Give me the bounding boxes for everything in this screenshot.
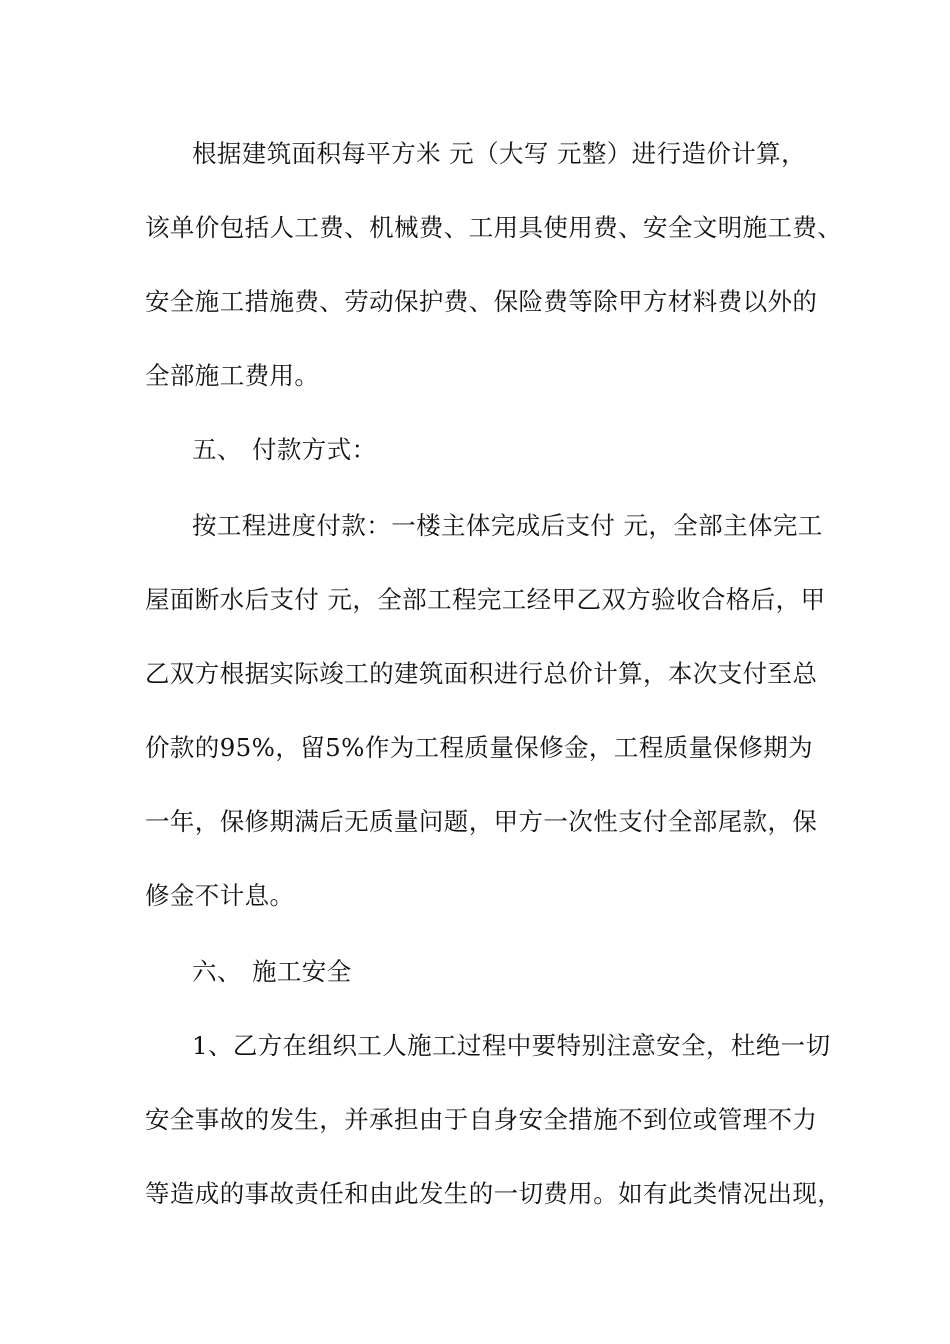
paragraph-line [0, 1026, 950, 1066]
paragraph-line [0, 802, 950, 842]
line-text: 该单价包括人工费、机械费、工用具使用费、安全文明施工费、 [145, 213, 843, 242]
section-title: 付款方式： [252, 435, 377, 464]
paragraph-line [0, 728, 950, 768]
paragraph-line [0, 506, 950, 546]
line-text: 乙双方根据实际竣工的建筑面积进行总价计算，本次支付至总 [145, 659, 818, 688]
paragraph-line [0, 208, 950, 248]
paragraph-line [0, 356, 950, 396]
paragraph-line [0, 282, 950, 322]
line-text: 等造成的事故责任和由此发生的一切费用。如有此类情况出现， [145, 1179, 843, 1208]
line-text: 按工程进度付款：一楼主体完成后支付 元，全部主体完工 [192, 511, 823, 540]
paragraph-line [0, 654, 950, 694]
section-title: 施工安全 [252, 957, 352, 986]
line-text: 安全施工措施费、劳动保护费、保险费等除甲方材料费以外的 [145, 287, 818, 316]
line-text: 安全事故的发生，并承担由于自身安全措施不到位或管理不力 [145, 1105, 818, 1134]
line-text: 一年，保修期满后无质量问题，甲方一次性支付全部尾款，保 [145, 807, 818, 836]
line-text: 修金不计息。 [145, 881, 295, 910]
section-number: 六、 [192, 957, 242, 986]
line-text: 屋面断水后支付 元，全部工程完工经甲乙双方验收合格后，甲 [145, 585, 826, 614]
line-text: 1、乙方在组织工人施工过程中要特别注意安全，杜绝一切 [192, 1031, 831, 1060]
paragraph-line [0, 1100, 950, 1140]
paragraph-line [0, 1174, 950, 1214]
section-heading [0, 430, 950, 470]
line-text: 价款的95%，留5%作为工程质量保修金，工程质量保修期为 [145, 733, 814, 762]
line-text: 全部施工费用。 [145, 361, 320, 390]
section-number: 五、 [192, 435, 242, 464]
paragraph-line [0, 134, 950, 174]
paragraph-line [0, 876, 950, 916]
line-text: 根据建筑面积每平方米 元（大写 元整）进行造价计算， [192, 139, 806, 168]
paragraph-line [0, 580, 950, 620]
section-heading [0, 952, 950, 992]
